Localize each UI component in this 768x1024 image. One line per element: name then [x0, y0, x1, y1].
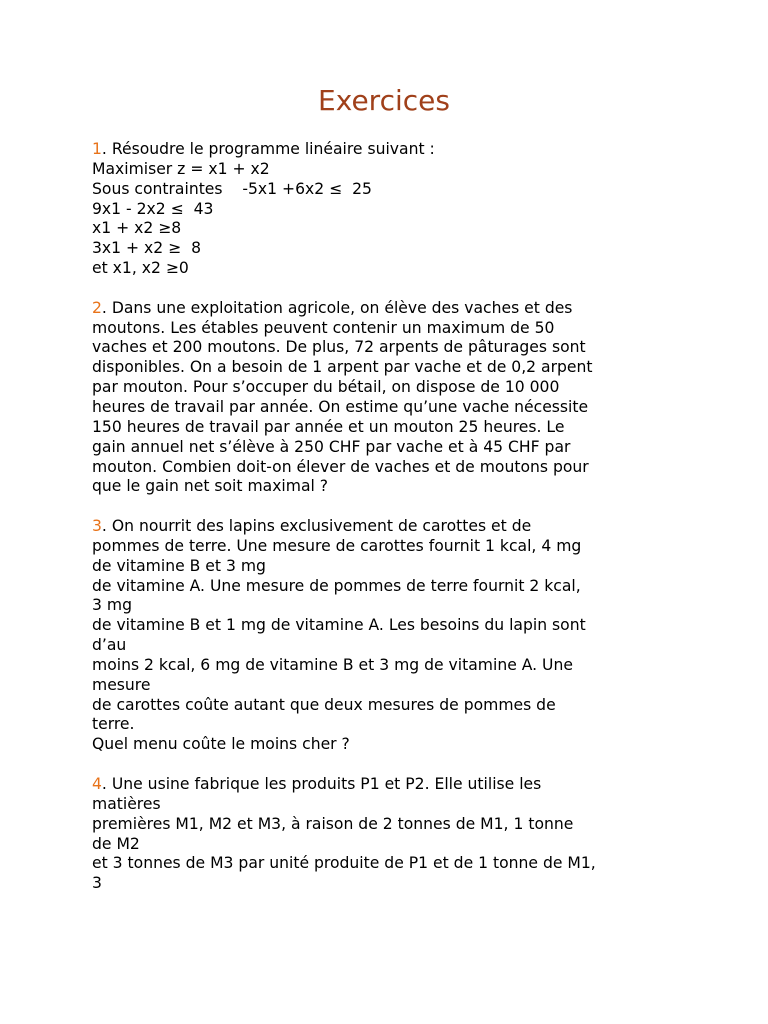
exercise-number: 4 — [92, 775, 102, 793]
exercise-line: et 3 tonnes de M3 par unité produite de P1 et de 1 tonne de M1, — [92, 854, 596, 873]
exercise-line: 4. Une usine fabrique les produits P1 et P2. Elle utilise les — [92, 775, 542, 793]
exercise-number: 3 — [92, 517, 102, 536]
exercise-line: 3 mg — [92, 596, 132, 615]
exercise-line: de vitamine B et 1 mg de vitamine A. Les besoins du lapin sont — [92, 616, 586, 635]
exercise-line: Sous contraintes -5x1 +6x2 ≤ 25 — [92, 179, 372, 198]
exercise-number: 1 — [92, 140, 102, 158]
exercise-line: 3. On nourrit des lapins exclusivement de carottes et de — [92, 517, 532, 536]
exercise-line: 3x1 + x2 ≥ 8 — [92, 239, 202, 258]
exercise-1 — [92, 140, 692, 279]
exercise-line: pommes de terre. Une mesure de carottes fournit 1 kcal, 4 mg — [92, 536, 582, 555]
exercise-2 — [92, 299, 692, 497]
exercise-line: mesure — [92, 675, 151, 694]
exercise-line: matières — [92, 794, 161, 813]
exercise-line: terre. — [92, 715, 135, 734]
exercise-line: Maximiser z = x1 + x2 — [92, 159, 270, 178]
exercise-line: et x1, x2 ≥0 — [92, 259, 189, 278]
exercise-line: par mouton. Pour s’occuper du bétail, on dispose de 10 000 — [92, 378, 560, 397]
exercise-line: x1 + x2 ≥8 — [92, 219, 182, 238]
exercise-line: de carottes coûte autant que deux mesures de pommes de — [92, 695, 556, 714]
exercise-number: 2 — [92, 298, 102, 317]
exercise-line: que le gain net soit maximal ? — [92, 477, 329, 496]
exercise-line: 9x1 - 2x2 ≤ 43 — [92, 199, 214, 218]
document-body — [92, 140, 692, 914]
exercise-line: Quel menu coûte le moins cher ? — [92, 735, 350, 754]
exercise-line: moins 2 kcal, 6 mg de vitamine B et 3 mg de vitamine A. Une — [92, 655, 573, 674]
exercise-line: heures de travail par année. On estime qu’une vache nécessite — [92, 397, 589, 416]
exercise-line: moutons. Les étables peuvent contenir un maximum de 50 — [92, 318, 555, 337]
exercise-4 — [92, 775, 692, 894]
page-title: Exercices — [318, 84, 450, 117]
exercise-line: 1. Résoudre le programme linéaire suivant : — [92, 140, 435, 158]
exercise-3 — [92, 517, 692, 755]
exercise-line: vaches et 200 moutons. De plus, 72 arpents de pâturages sont — [92, 338, 586, 357]
exercise-line: mouton. Combien doit-on élever de vaches et de moutons pour — [92, 457, 589, 476]
exercise-line: disponibles. On a besoin de 1 arpent par vache et de 0,2 arpent — [92, 358, 593, 377]
exercise-line: premières M1, M2 et M3, à raison de 2 tonnes de M1, 1 tonne — [92, 814, 574, 833]
exercise-line: 150 heures de travail par année et un mouton 25 heures. Le — [92, 417, 565, 436]
exercise-line: de vitamine B et 3 mg — [92, 556, 266, 575]
exercise-line: 3 — [92, 874, 102, 893]
exercise-line: gain annuel net s’élève à 250 CHF par vache et à 45 CHF par — [92, 437, 571, 456]
exercise-line: de M2 — [92, 834, 140, 853]
exercise-line: 2. Dans une exploitation agricole, on élève des vaches et des — [92, 298, 573, 317]
exercise-line: d’au — [92, 636, 127, 655]
exercise-line: de vitamine A. Une mesure de pommes de terre fournit 2 kcal, — [92, 576, 581, 595]
